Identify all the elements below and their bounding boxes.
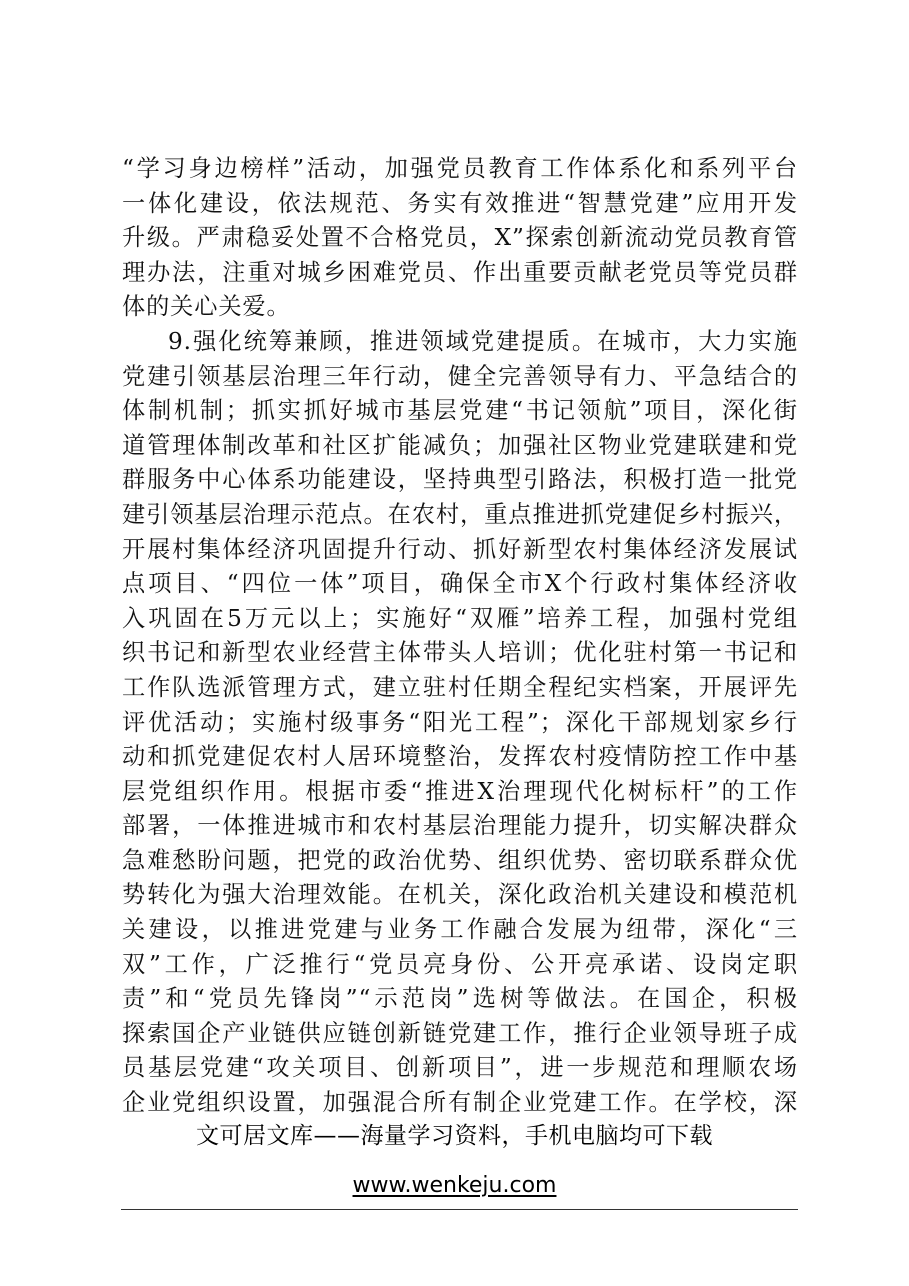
text-line: 建引领基层治理示范点。在农村，重点推进抓党建促乡村振兴， xyxy=(122,500,798,528)
text-line: “学习身边榜样”活动，加强党员教育工作体系化和系列平台 xyxy=(122,155,798,182)
text-line: 群服务中心体系功能建设，坚持典型引路法，积极打造一批党 xyxy=(122,466,798,494)
footer-title: 文可居文库——海量学习资料，手机电脑均可下载 xyxy=(196,1123,713,1149)
text-line: 急难愁盼问题，把党的政治优势、组织优势、密切联系群众优 xyxy=(122,846,798,874)
text-line: 双”工作，广泛推行“党员亮身份、公开亮承诺、设岗定职 xyxy=(122,950,798,978)
text-line: 探索国企产业链供应链创新链党建工作，推行企业领导班子成 xyxy=(122,1019,798,1047)
text-line: 企业党组织设置，加强混合所有制企业党建工作。在学校，深 xyxy=(122,1089,798,1117)
text-line: 点项目、“四位一体”项目，确保全市X个行政村集体经济收 xyxy=(122,570,798,598)
text-line: 入巩固在5万元以上；实施好“双雁”培养工程，加强村党组 xyxy=(122,604,798,632)
paragraph-heading-line: 9.强化统筹兼顾，推进领域党建提质。在城市，大力实施 xyxy=(168,327,798,355)
text-line: 开展村集体经济巩固提升行动、抓好新型农村集体经济发展试 xyxy=(122,535,798,563)
footer-divider xyxy=(121,1209,798,1210)
text-line: 道管理体制改革和社区扩能减负；加强社区物业党建联建和党 xyxy=(122,431,798,459)
text-line: 评优活动；实施村级事务“阳光工程”；深化干部规划家乡行 xyxy=(122,708,798,736)
text-line: 员基层党建“攻关项目、创新项目”，进一步规范和理顺农场 xyxy=(122,1054,798,1082)
text-line: 部署，一体推进城市和农村基层治理能力提升，切实解决群众 xyxy=(122,812,798,840)
text-line: 党建引领基层治理三年行动，健全完善领导有力、平急结合的 xyxy=(122,362,798,390)
text-line: 关建设，以推进党建与业务工作融合发展为纽带，深化“三 xyxy=(122,916,798,944)
text-line: 体的关心关爱。 xyxy=(122,293,291,321)
text-line: 工作队选派管理方式，建立驻村任期全程纪实档案，开展评先 xyxy=(122,673,798,701)
text-line: 势转化为强大治理效能。在机关，深化政治机关建设和模范机 xyxy=(122,881,798,909)
text-line: 体制机制；抓实抓好城市基层党建“书记领航”项目，深化街 xyxy=(122,397,798,425)
text-line: 一体化建设，依法规范、务实有效推进“智慧党建”应用开发 xyxy=(122,189,798,217)
text-line: 升级。严肃稳妥处置不合格党员，X”探索创新流动党员教育管 xyxy=(122,224,798,252)
text-line: 动和抓党建促农村人居环境整治，发挥农村疫情防控工作中基 xyxy=(122,743,798,771)
text-line: 织书记和新型农业经营主体带头人培训；优化驻村第一书记和 xyxy=(122,639,798,667)
text-line: 理办法，注重对城乡困难党员、作出重要贡献老党员等党员群 xyxy=(122,258,798,286)
footer-link[interactable]: www.wenkeju.com xyxy=(352,1173,557,1198)
body-text xyxy=(122,152,798,1121)
text-line: 责”和“党员先锋岗”“示范岗”选树等做法。在国企，积极 xyxy=(122,985,798,1013)
text-line: 层党组织作用。根据市委“推进X治理现代化树标杆”的工作 xyxy=(122,777,798,805)
